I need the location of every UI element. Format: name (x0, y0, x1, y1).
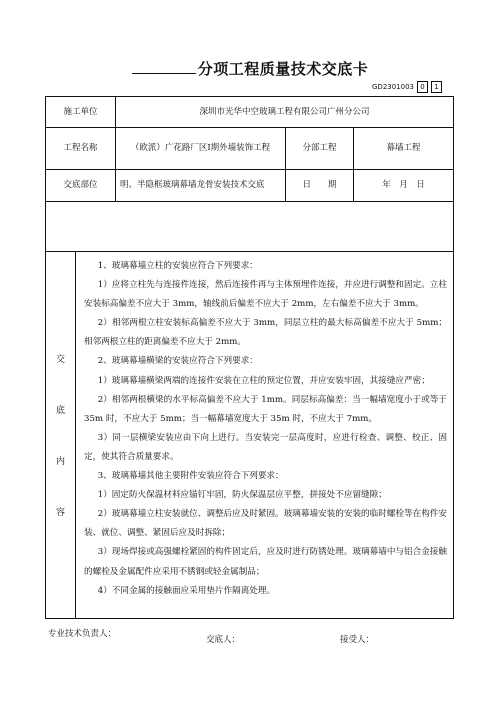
row-construction-unit (46, 97, 453, 128)
content-paragraph: 2、玻璃幕墙横梁的安装应符合下列要求： (97, 356, 258, 367)
side-char-1: 交 (55, 355, 65, 365)
row-project (46, 127, 453, 170)
construction-unit-value: 深圳市光华中空玻璃工程有限公司广州分公司 (199, 106, 370, 117)
side-char-3: 内 (55, 457, 65, 467)
content-paragraph: 3、玻璃幕墙其他主要附件安装应符合下列要求： (97, 471, 284, 482)
disclosure-form (45, 96, 454, 619)
content-paragraph: 1）应将立柱先与连接件连接，然后连接件再与主体预埋件连接，并应进行调整和固定。立柱安装标高偏差不应大于 3mm，轴线前后偏差不应大于 2mm，左右偏差不应大于 3mm。 (84, 280, 447, 310)
content-paragraph: 2）相邻两根横梁的水平标高偏差不应大于 1mm。同层标高偏差：当一幅墙宽度小于或等于 35m 时，不应大于 5mm；当一幅幕墙宽度大于 35m 时，不应大于 7mm。 (84, 394, 447, 424)
code-box-1: 0 (417, 81, 428, 93)
project-name-value: （欧派）广花路厂区Ⅰ期外墙装饰工程 (116, 127, 286, 169)
tech-lead-signature: 专业技术负责人： (48, 629, 117, 639)
date-label: 日 期 (286, 169, 354, 201)
side-char-4: 容 (55, 508, 65, 518)
construction-unit-label: 施工单位 (46, 97, 116, 127)
content-paragraph: 2）相邻两根立柱安装标高偏差不应大于 3mm，同层立柱的最大标高偏差不应大于 5mm；相邻两根立柱的距离偏差不应大于 2mm。 (84, 318, 447, 348)
code-number: GD2301003 (372, 83, 414, 91)
side-char-2: 底 (55, 406, 65, 416)
sub-project-value: 幕墙工程 (386, 142, 421, 153)
title-text: 分项工程质量技术交底卡 (197, 60, 369, 78)
disclosure-part-value: 明、半隐框玻璃幕墙龙骨安装技术交底 (116, 169, 286, 201)
content-paragraph: 4）不同金属的接触面应采用垫片作隔离处理。 (97, 585, 276, 596)
row-part (46, 169, 453, 202)
project-name-label: 工程名称 (46, 127, 116, 169)
sub-project-label: 分部工程 (286, 127, 354, 169)
discloser-signature: 交底人： (206, 635, 241, 645)
document-title (0, 58, 500, 79)
receiver-signature: 接受人： (340, 635, 375, 645)
disclosure-part-label: 交底部位 (46, 169, 116, 201)
title-blank-line (132, 61, 196, 74)
content-paragraph: 2）玻璃幕墙立柱安装就位、调整后应及时紧固。玻璃幕墙安装的安装的临时螺栓等在构件安装、就位、调整、紧固后应及时拆除； (84, 509, 447, 539)
content-paragraph: 3）现场焊接或高强螺栓紧固的构件固定后，应及时进行防锈处理。玻璃幕墙中与铝合金接触的螺栓及金属配件应采用不锈钢或轻金属制品； (84, 547, 447, 577)
content-paragraph: 3）同一层横梁安装应由下向上进行。当安装完一层高度时，应进行检查、调整、校正、固定，使其符合质量要求。 (84, 432, 447, 462)
content-paragraph: 1）玻璃幕墙横梁两端的连接件安装在立柱的预定位置，并应安装牢固，其接缝应严密； (97, 375, 430, 386)
disclosure-content (84, 257, 447, 601)
content-paragraph: 1）固定防火保温材料应锚钉牢固，防火保温层应平整，拼接处不应留缝隙； (97, 490, 387, 501)
code-box-2: 1 (431, 81, 442, 93)
date-value: 年 月 日 (382, 179, 425, 190)
content-paragraph: 1、玻璃幕墙立柱的安装应符合下列要求： (97, 261, 258, 271)
content-side-label (46, 252, 76, 618)
row-spacer (46, 201, 453, 252)
document-code (372, 81, 442, 93)
